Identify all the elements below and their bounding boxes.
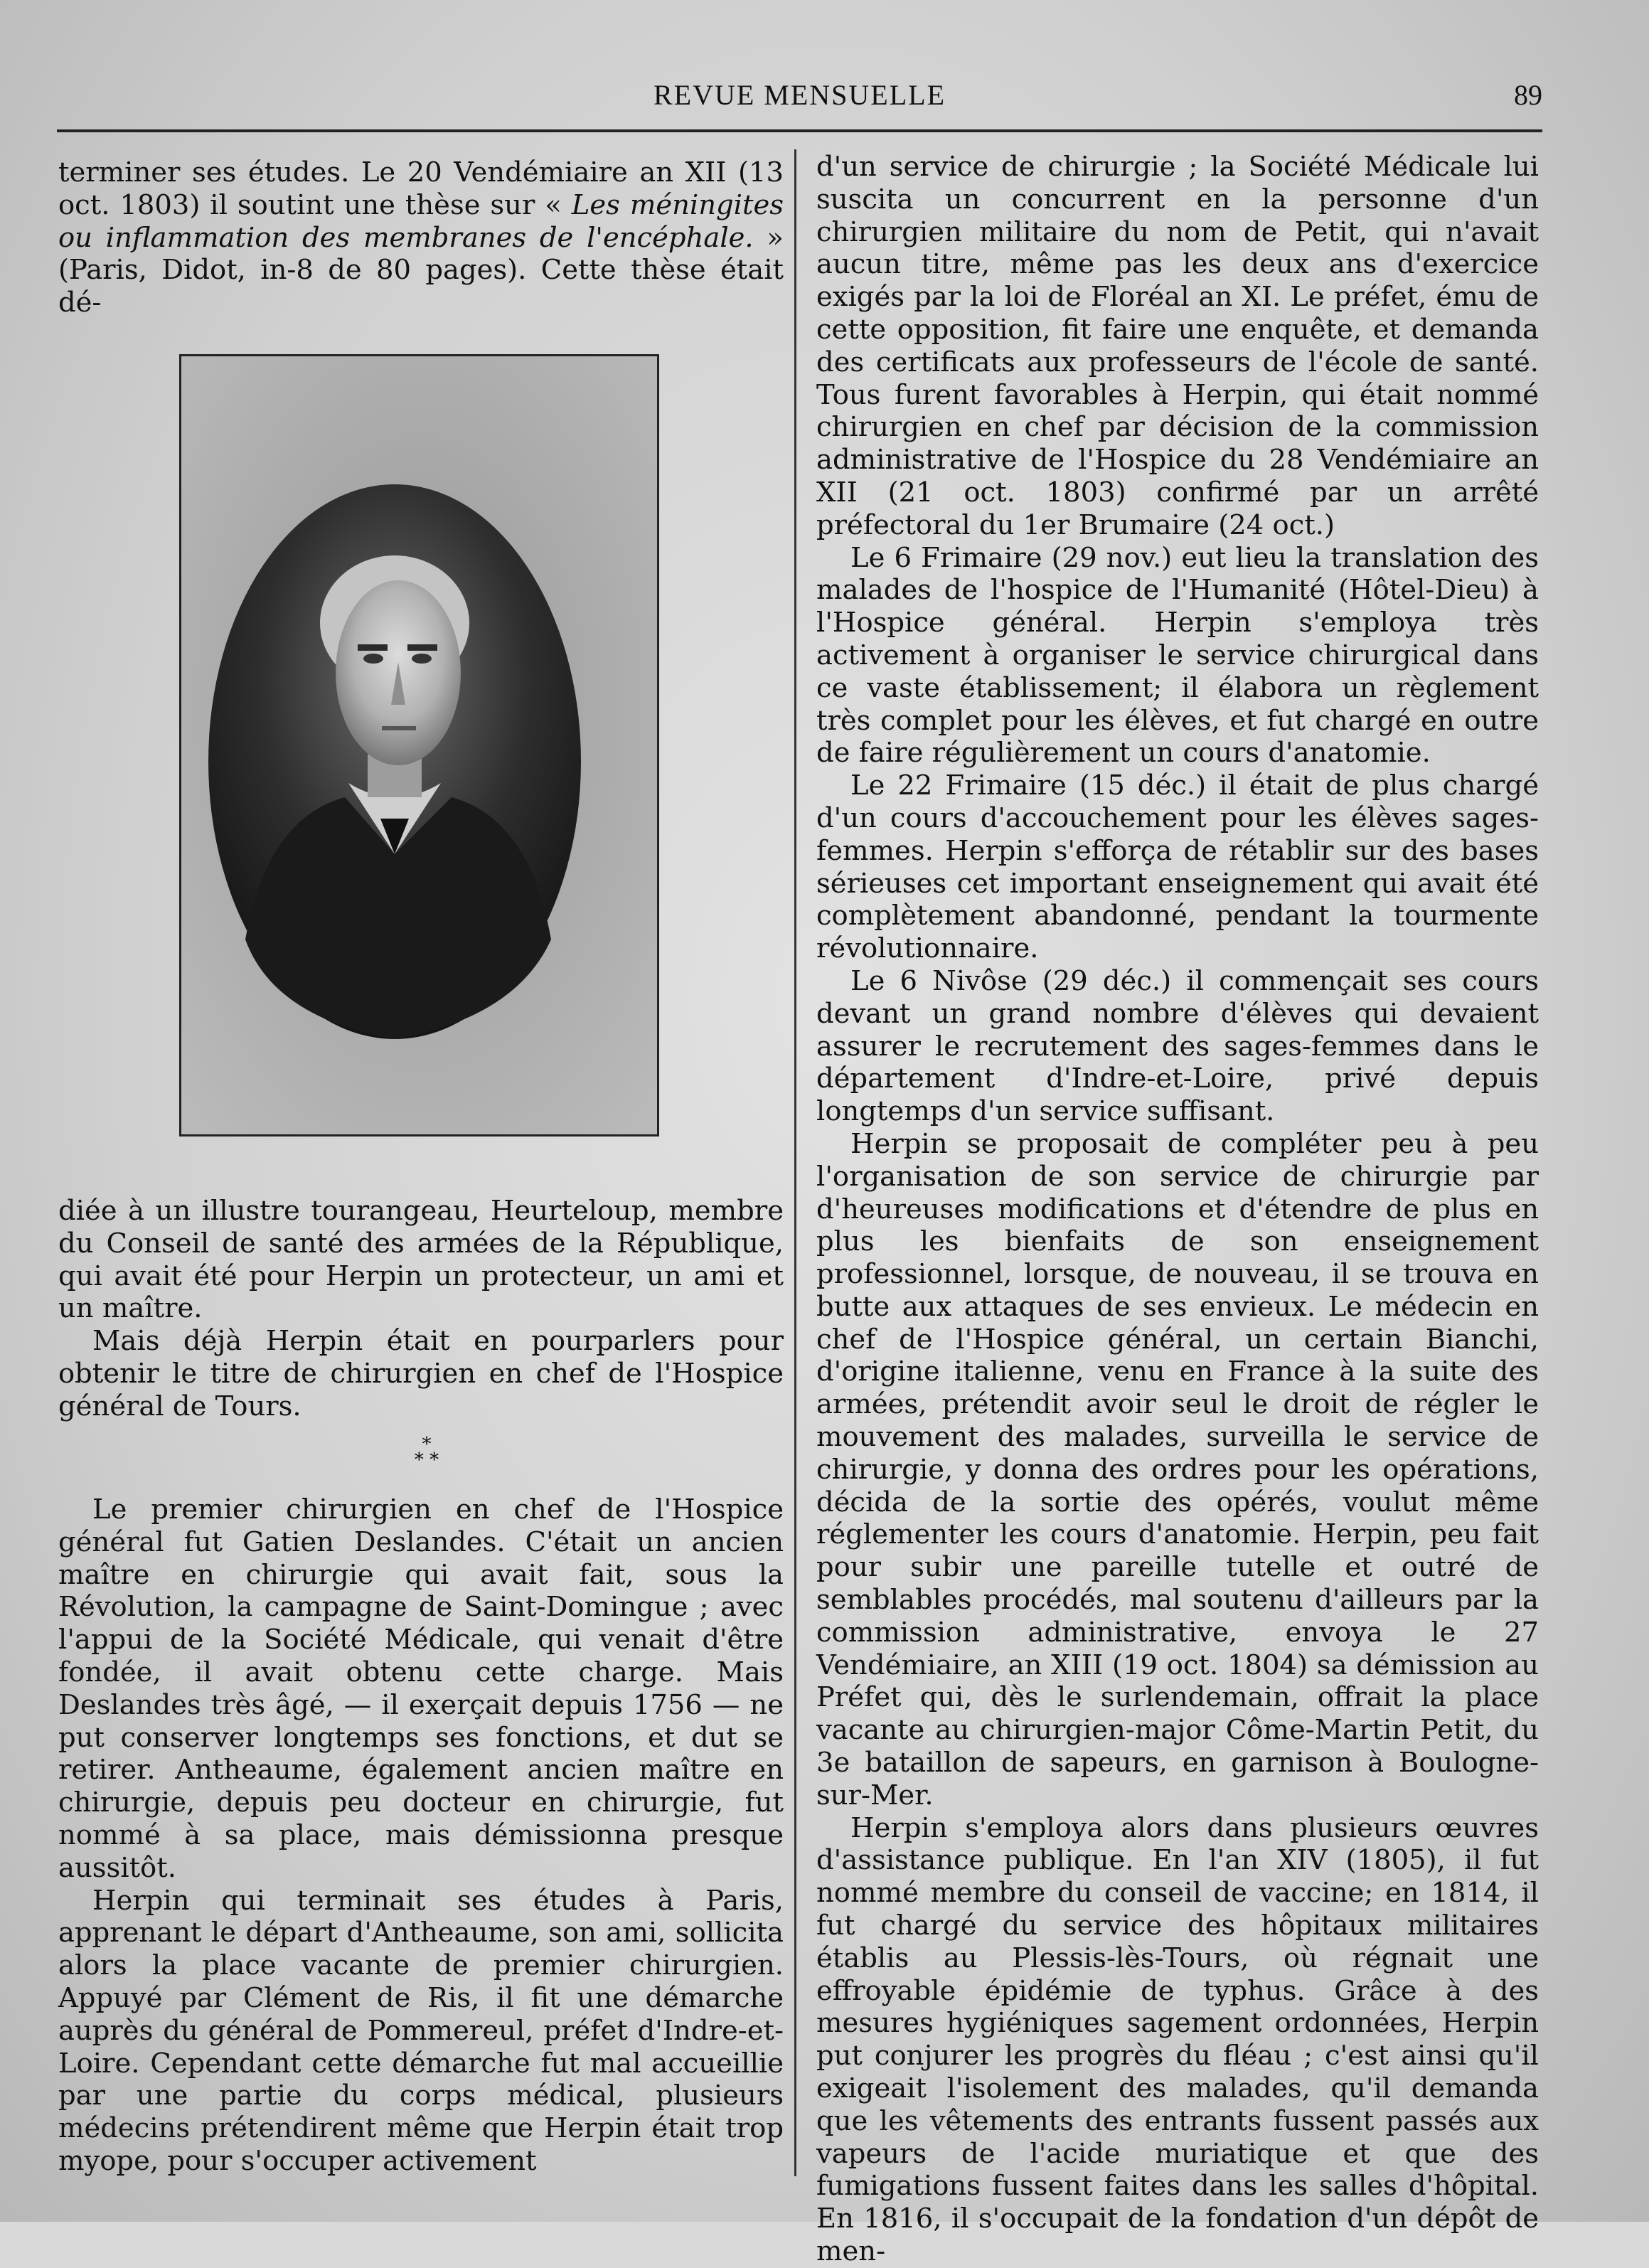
right-paragraph-6: Herpin s'employa alors dans plusieurs œuvres d'assistance publique. En l'an XIV (1805), il fut nommé membre du conseil de vaccine; en 1814, il fut chargé du service des hôpitaux militaires établis au Plessis-lès-Tours, où régnait une effroyable épidémie de typhus. Grâce à des mesures hygiéniques sagement ordonnées, Herpin put conjurer les progrès du fléau ; c'est ainsi qu'il exigeait l'isolement des malades, qu'il demanda que les vêtements des entrants fussent passés aux vapeurs de l'acide muriatique et que des fumigations fussent faites dans les salles d'hôpital. En 1816, il s'occupait de la fondation d'un dépôt de men- <box>816 1811 1539 2267</box>
left-paragraph-1 <box>58 156 784 319</box>
right-paragraph-3: Le 22 Frimaire (15 déc.) il était de plus chargé d'un cours d'accouchement pour les élèves sages-femmes. Herpin s'efforça de rétablir sur des bases sérieuses cet important enseignement qui avait été complètement abandonné, pendant la tourmente révolutionnaire. <box>816 770 1539 965</box>
portrait-photograph <box>179 354 659 1136</box>
left-paragraph-4: Le premier chirurgien en chef de l'Hospice général fut Gatien Deslandes. C'était un ancien maître en chirurgie qui avait fait, sous la Révolution, la campagne de Saint-Domingue ; avec l'appui de la Société Médicale, qui venait d'être fondée, il avait obtenu cette charge. Mais Deslandes très âgé, — il exerçait depuis 1756 — ne put conserver longtemps ses fonctions, et dut se retirer. Antheaume, également ancien maître en chirurgie, depuis peu docteur en chirurgie, fut nommé à sa place, mais démissionna presque aussitôt. <box>58 1494 784 1884</box>
asterism-top: * <box>422 1434 432 1455</box>
column-rule <box>794 149 796 2176</box>
asterism <box>384 1434 469 1471</box>
right-paragraph-5: Herpin se proposait de compléter peu à peu l'organisation de son service de chirurgie par d'heureuses modifications et d'étendre de plus en plus les bienfaits de son enseignement professionnel, lorsque, de nouveau, il se trouva en butte aux attaques de ses envieux. Le médecin en chef de l'Hospice général, un certain Bianchi, d'origine italienne, venu en France à la suite des armées, prétendit avoir seul le droit de régler le mouvement des malades, surveilla le service de chirurgie, y donna des ordres pour les opérations, décida de la sortie des opérés, voulut même réglementer les cours d'anatomie. Herpin, peu fait pour subir une pareille tutelle et outré de semblables procédés, mal soutenu d'ailleurs par la commission administrative, envoya le 27 Vendémiaire, an XIII (19 oct. 1804) sa démission au Préfet qui, dès le surlendemain, offrait la place vacante au chirurgien-major Côme-Martin Petit, du 3e bataillon de sapeurs, en garnison à Boulogne-sur-Mer. <box>816 1127 1539 1811</box>
left-column-middle <box>58 1195 784 1423</box>
left-column-top <box>58 156 784 319</box>
running-title: REVUE MENSUELLE <box>653 79 946 111</box>
right-column <box>816 151 1539 2268</box>
left-column-bottom <box>58 1494 784 2178</box>
page-number: 89 <box>1514 79 1542 111</box>
header-rule <box>57 129 1542 132</box>
right-paragraph-2: Le 6 Frimaire (29 nov.) eut lieu la translation des malades de l'hospice de l'Humanité (Hôtel-Dieu) à l'Hospice général. Herpin s'employa très activement à organiser le service chirurgical dans ce vaste établissement; il élabora un règlement très complet pour les élèves, et fut chargé en outre de faire régulièrement un cours d'anatomie. <box>816 541 1539 770</box>
left-paragraph-2: diée à un illustre tourangeau, Heurteloup, membre du Conseil de santé des armées de la République, qui avait été pour Herpin un protecteur, un ami et un maître. <box>58 1195 784 1325</box>
asterism-bottom: * * <box>414 1449 439 1471</box>
thesis-title: Les méningites ou inflammation des membranes de l'encéphale. <box>58 188 784 254</box>
left-paragraph-5: Herpin qui terminait ses études à Paris, apprenant le départ d'Antheaume, son ami, sollicita alors la place vacante de premier chirurgien. Appuyé par Clément de Ris, il fit une démarche auprès du général de Pommereul, préfet d'Indre-et-Loire. Cependant cette démarche fut mal accueillie par une partie du corps médical, plusieurs médecins prétendirent même que Herpin était trop myope, pour s'occuper activement <box>58 1884 784 2177</box>
left-paragraph-3: Mais déjà Herpin était en pourparlers pour obtenir le titre de chirurgien en chef de l'Hospice général de Tours. <box>58 1325 784 1422</box>
right-paragraph-1: d'un service de chirurgie ; la Société Médicale lui suscita un concurrent en la personne d'un chirurgien militaire du nom de Petit, qui n'avait aucun titre, même pas les deux ans d'exercice exigés par la loi de Floréal an XI. Le préfet, ému de cette opposition, fit faire une enquête, et demanda des certificats aux professeurs de l'école de santé. Tous furent favorables à Herpin, qui était nommé chirurgien en chef par décision de la commission administrative de l'Hospice du 28 Vendémiaire an XII (21 oct. 1803) confirmé par un arrêté préfectoral du 1er Brumaire (24 oct.) <box>816 151 1539 541</box>
running-head <box>57 71 1542 121</box>
right-paragraph-4: Le 6 Nivôse (29 déc.) il commençait ses cours devant un grand nombre d'élèves qui devaient assurer le recrutement des sages-femmes dans le département d'Indre-et-Loire, privé depuis longtemps d'un service suffisant. <box>816 964 1539 1128</box>
text-segment: terminer ses études. Le 20 Vendémiaire an XII (13 oct. 1803) il soutint une thèse sur « <box>58 156 784 221</box>
portrait-icon <box>181 356 657 1134</box>
text-segment: » (Paris, Didot, in-8 de 80 pages). Cette thèse était dé- <box>58 221 784 319</box>
